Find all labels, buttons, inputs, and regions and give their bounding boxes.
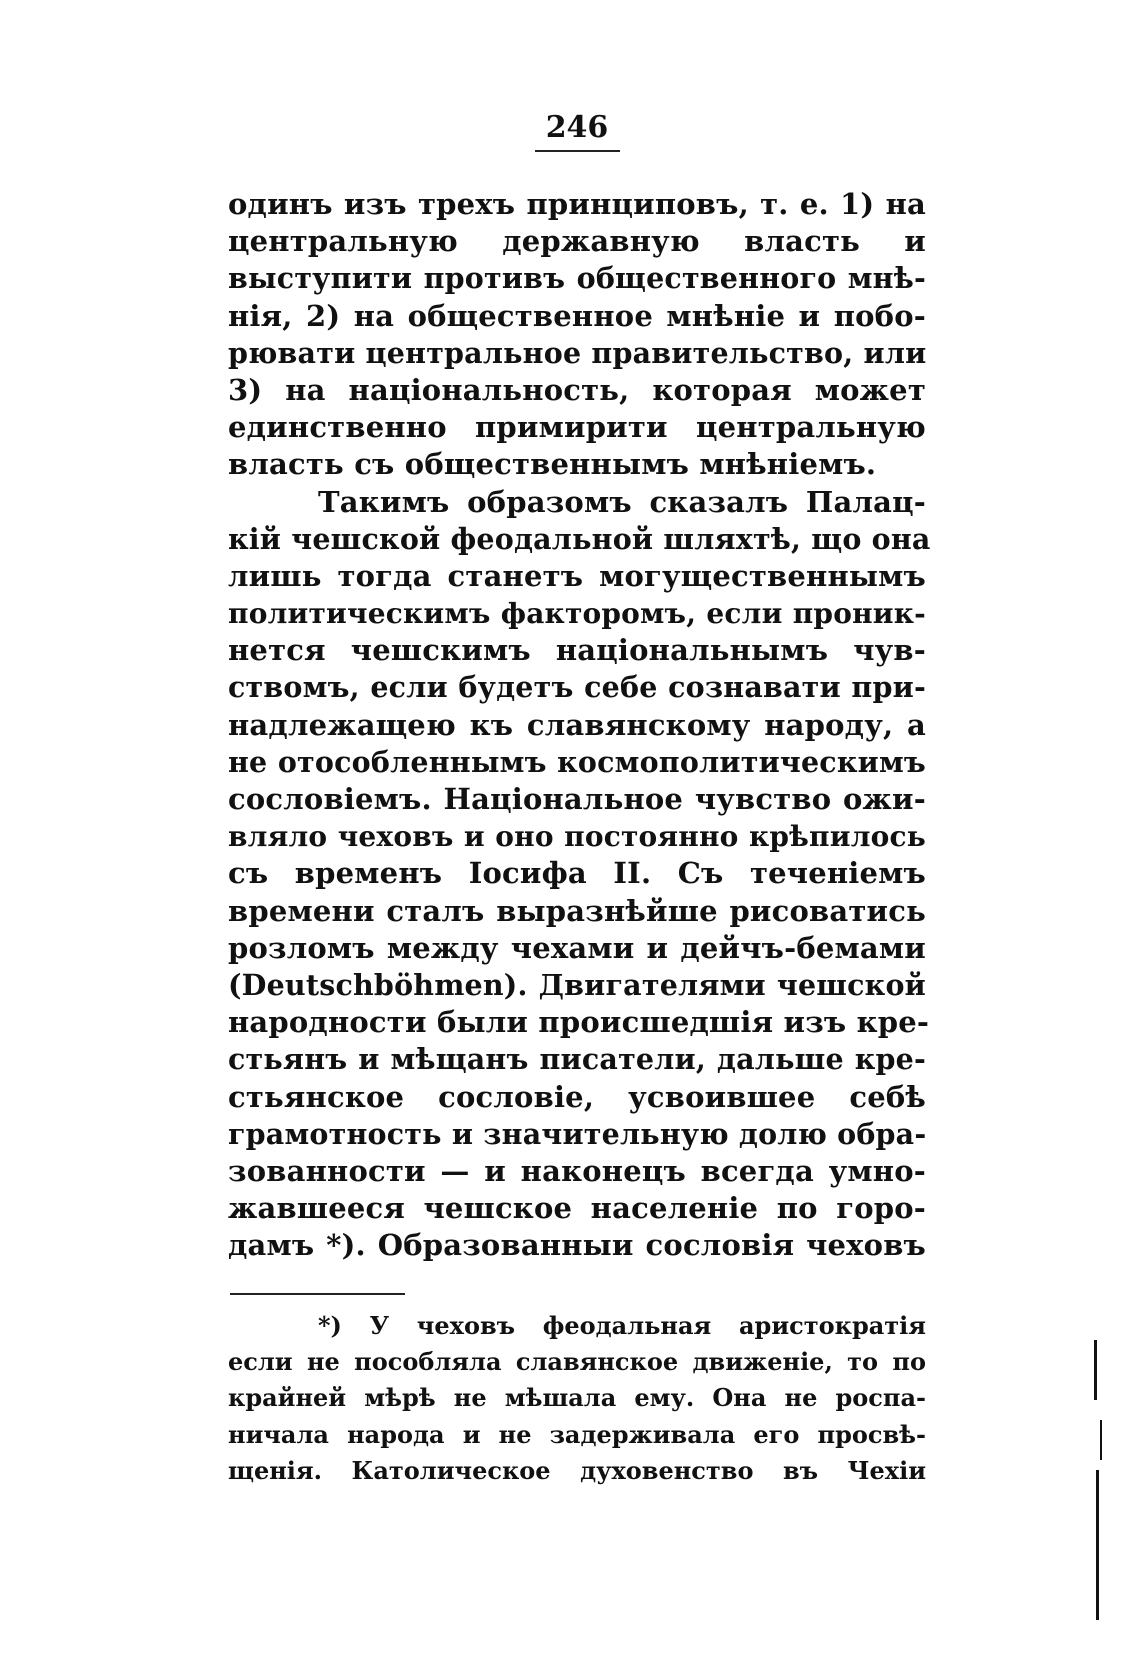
text-line: жавшееся чешское населеніе по горо-: [228, 1191, 926, 1226]
footnote-line: ничала народа и не задерживала его просвѣ-: [228, 1419, 926, 1449]
text-line: стьянъ и мѣщанъ писатели, дальше кре-: [228, 1042, 926, 1077]
footnote-line: *) У чеховъ феодальная аристократія: [318, 1311, 926, 1340]
text-line: розломъ между чехами и дейчъ-бемами: [228, 930, 926, 965]
text-line: ствомъ, если будетъ себе сознавати при-: [228, 670, 926, 705]
footnote-line: щенія. Католическое духовенство въ Чехіи: [228, 1455, 926, 1485]
footnote-line: крайней мѣрѣ не мѣшала ему. Она не роспа-: [228, 1383, 926, 1413]
page-number: 246: [545, 110, 609, 145]
text-line: стьянское сословіе, усвоившее себѣ: [228, 1079, 926, 1114]
text-line: 3) на національность, которая может: [228, 372, 926, 407]
text-line: власть съ общественнымъ мнѣніемъ.: [228, 447, 877, 482]
text-line: надлежащею къ славянскому народу, а: [228, 707, 926, 742]
text-line: нется чешскимъ національнымъ чув-: [228, 633, 926, 668]
text-line: политическимъ факторомъ, если проник-: [228, 597, 926, 631]
footnote: [228, 1308, 926, 1489]
text-line: кій чешской феодальной шляхтѣ, що она: [228, 521, 931, 556]
text-line: вляло чеховъ и оно постоянно крѣпилось: [228, 820, 926, 854]
text-line: не отособленнымъ космополитическимъ: [228, 744, 926, 779]
text-line: дамъ *). Образованныи сословія чеховъ: [228, 1228, 926, 1263]
page-number-underline: [535, 150, 620, 152]
text-line: грамотность и значительную долю обра-: [228, 1116, 927, 1151]
footnote-separator: [230, 1293, 405, 1295]
text-line: нія, 2) на общественное мнѣніе и побо-: [228, 298, 926, 333]
text-line: времени сталъ выразнѣйше рисоватись: [228, 893, 926, 928]
scan-edge-mark: [1096, 1470, 1099, 1620]
text-line: рювати центральное правительство, или: [228, 335, 927, 370]
text-line: (Deutschböhmen). Двигателями чешской: [228, 967, 926, 1002]
scan-edge-mark: [1094, 1340, 1097, 1400]
text-line: лишь тогда станетъ могущественнымъ: [228, 558, 926, 593]
text-line: сословіемъ. Національное чувство ожи-: [228, 782, 926, 816]
text-line: единственно примирити центральную: [228, 410, 926, 445]
text-line: народности были происшедшія изъ кре-: [228, 1005, 930, 1040]
text-line: центральную державную власть и: [228, 224, 926, 259]
text-line: выступити противъ общественного мнѣ-: [228, 261, 926, 296]
paragraph-start-line: Такимъ образомъ сказалъ Палац-: [318, 484, 926, 519]
text-line: съ временъ Іосифа II. Съ теченіемъ: [228, 856, 926, 891]
scan-edge-mark: [1100, 1420, 1102, 1460]
text-line: одинъ изъ трехъ принциповъ, т. е. 1) на: [228, 187, 926, 221]
footnote-line: если не пособляла славянское движеніе, то по: [228, 1347, 926, 1377]
text-line: зованности — и наконецъ всегда умно-: [228, 1153, 926, 1188]
body-text: [228, 186, 931, 1264]
